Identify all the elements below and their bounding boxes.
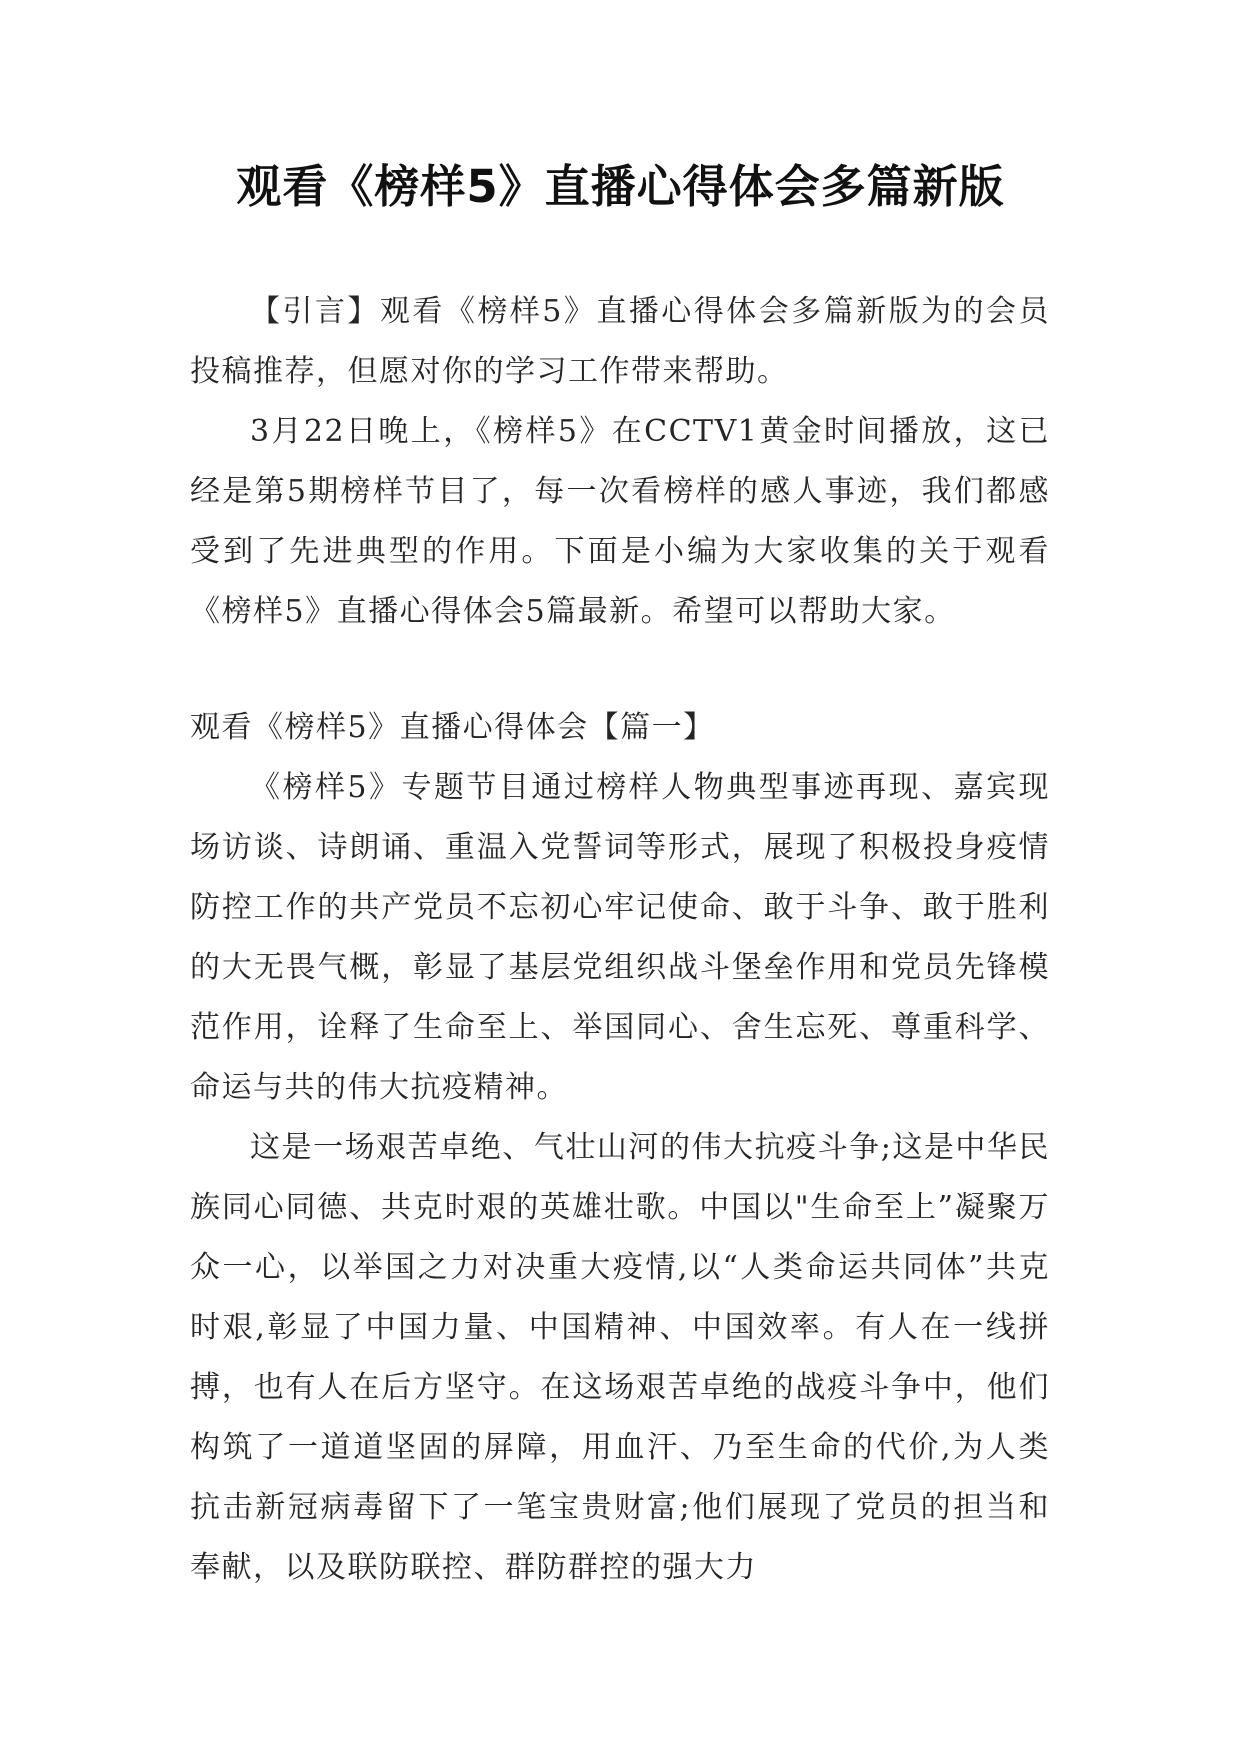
section-paragraph-1: 《榜样5》专题节目通过榜样人物典型事迹再现、嘉宾现场访谈、诗朗诵、重温入党誓词等形式，展现了积极投身疫情防控工作的共产党员不忘初心牢记使命、敢于斗争、敢于胜利的大无畏气概，彰显了基层党组织战斗堡垒作用和党员先锋模范作用，诠释了生命至上、举国同心、舍生忘死、尊重科学、命运与共的伟大抗疫精神。 [190,770,1050,1105]
section-spacer [190,642,1050,698]
intro-paragraph: 【引言】观看《榜样5》直播心得体会多篇新版为的会员投稿推荐，但愿对你的学习工作带来帮助。 [190,294,1050,389]
section-paragraph-2: 这是一场艰苦卓绝、气壮山河的伟大抗疫斗争;这是中华民族同心同德、共克时艰的英雄壮歌。中国以"生命至上”凝聚万众一心，以举国之力对决重大疫情,以“人类命运共同体”共克时艰,彰显了中国力量、中国精神、中国效率。有人在一线拼搏，也有人在后方坚守。在这场艰苦卓绝的战疫斗争中，他们构筑了一道道坚固的屏障，用血汗、乃至生命的代价,为人类抗击新冠病毒留下了一笔宝贵财富;他们展现了党员的担当和奉献，以及联防联控、群防群控的强大力 [190,1130,1050,1585]
document-title: 观看《榜样5》直播心得体会多篇新版 [236,160,1005,213]
overview-paragraph: 3月22日晚上，《榜样5》在CCTV1黄金时间播放，这已经是第5期榜样节目了，每一次看榜样的感人事迹，我们都感受到了先进典型的作用。下面是小编为大家收集的关于观看《榜样5》直播心得体会5篇最新。希望可以帮助大家。 [190,414,1050,629]
document-body [190,282,1050,1598]
section-heading: 观看《榜样5》直播心得体会【篇一】 [190,710,715,745]
